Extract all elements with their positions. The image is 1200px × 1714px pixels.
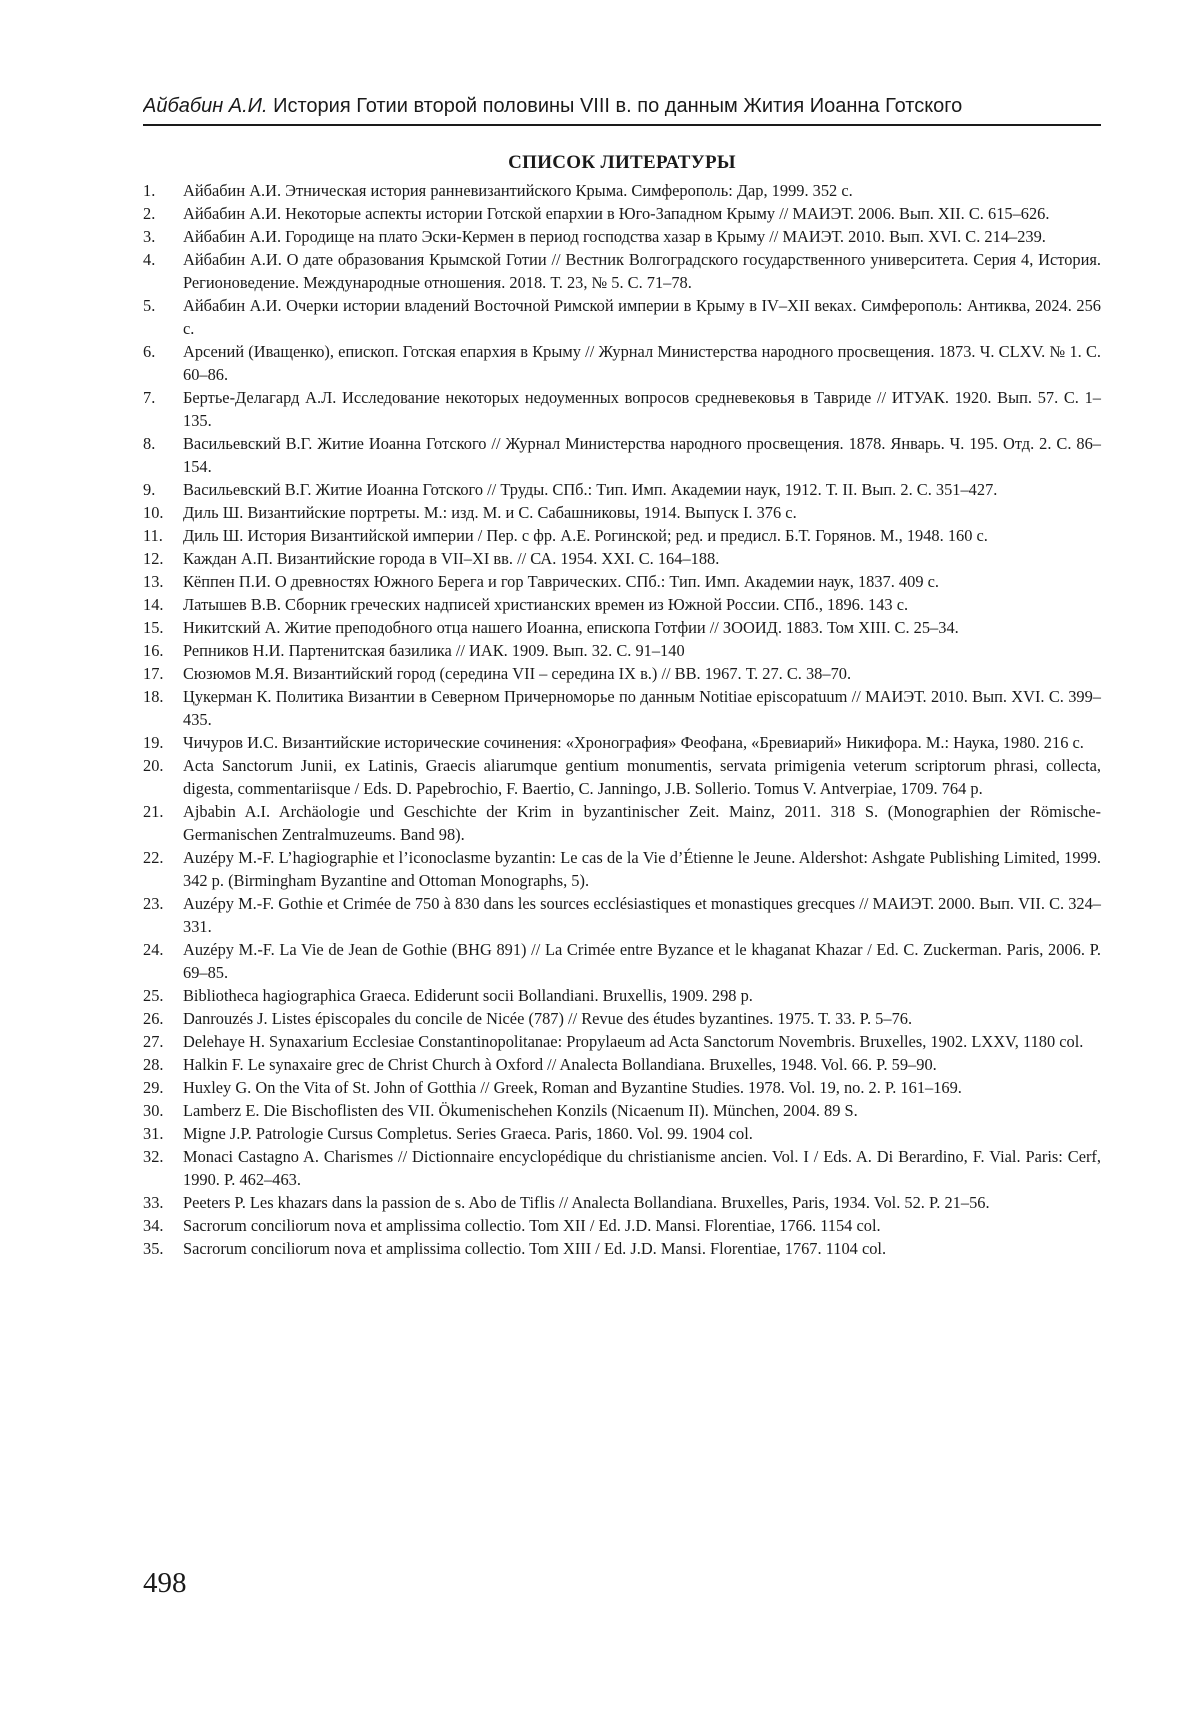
reference-number: 8. — [143, 434, 156, 453]
reference-item — [143, 294, 1101, 340]
reference-text: Migne J.P. Patrologie Cursus Completus. Series Graeca. Paris, 1860. Vol. 99. 1904 col. — [183, 1124, 753, 1143]
reference-item — [143, 248, 1101, 294]
reference-number: 18. — [143, 687, 164, 706]
reference-number: 4. — [143, 250, 156, 269]
reference-text: Васильевский В.Г. Житие Иоанна Готского // Журнал Министерства народного просвещения. 1878. Январь. Ч. 195. Отд. 2. С. 86–154. — [183, 434, 1101, 476]
reference-item — [143, 1007, 1101, 1030]
reference-item — [143, 1122, 1101, 1145]
reference-text: Арсений (Иващенко), епископ. Готская епархия в Крыму // Журнал Министерства народного просвещения. 1873. Ч. CLXV. № 1. С. 60–86. — [183, 342, 1101, 384]
reference-text: Цукерман К. Политика Византии в Северном Причерноморье по данным Notitiae episcopatuum // МАИЭТ. 2010. Вып. XVI. С. 399–435. — [183, 687, 1101, 729]
reference-text: Латышев В.В. Сборник греческих надписей христианских времен из Южной России. СПб., 1896. 143 с. — [183, 595, 909, 614]
reference-text: Айбабин А.И. Некоторые аспекты истории Готской епархии в Юго-Западном Крыму // МАИЭТ. 2006. Вып. XII. С. 615–626. — [183, 204, 1050, 223]
reference-text: Halkin F. Le synaxaire grec de Christ Church à Oxford // Analecta Bollandiana. Bruxelles, 1948. Vol. 66. P. 59–90. — [183, 1055, 937, 1074]
reference-number: 30. — [143, 1101, 164, 1120]
reference-text: Auzépy M.-F. La Vie de Jean de Gothie (BHG 891) // La Crimée entre Byzance et le khaganat Khazar / Ed. C. Zuckerman. Paris, 2006. P. 69–85. — [183, 940, 1101, 982]
reference-text: Репников Н.И. Партенитская базилика // ИАК. 1909. Вып. 32. С. 91–140 — [183, 641, 685, 660]
reference-text: Peeters P. Les khazars dans la passion de s. Abo de Tiflis // Analecta Bollandiana. Bruxelles, Paris, 1934. Vol. 52. P. 21–56. — [183, 1193, 990, 1212]
reference-item — [143, 639, 1101, 662]
reference-number: 33. — [143, 1193, 164, 1212]
reference-text: Айбабин А.И. Городище на плато Эски-Кермен в период господства хазар в Крыму // МАИЭТ. 2010. Вып. XVI. С. 214–239. — [183, 227, 1046, 246]
reference-text: Никитский А. Житие преподобного отца нашего Иоанна, епископа Готфии // ЗООИД. 1883. Том XIII. С. 25–34. — [183, 618, 959, 637]
reference-text: Кёппен П.И. О древностях Южного Берега и гор Таврических. СПб.: Тип. Имп. Академии наук, 1837. 409 с. — [183, 572, 939, 591]
page-body — [143, 92, 1101, 1260]
reference-text: Sacrorum conciliorum nova et amplissima collectio. Tom XIII / Ed. J.D. Mansi. Florentiae, 1767. 1104 col. — [183, 1239, 887, 1258]
reference-number: 22. — [143, 848, 164, 867]
reference-item — [143, 1076, 1101, 1099]
reference-item — [143, 1030, 1101, 1053]
reference-item — [143, 340, 1101, 386]
reference-text: Айбабин А.И. Этническая история ранневизантийского Крыма. Симферополь: Дар, 1999. 352 с. — [183, 181, 853, 200]
reference-item — [143, 800, 1101, 846]
reference-number: 10. — [143, 503, 164, 522]
reference-item — [143, 179, 1101, 202]
reference-number: 17. — [143, 664, 164, 683]
reference-number: 16. — [143, 641, 164, 660]
reference-item — [143, 892, 1101, 938]
reference-text: Айбабин А.И. О дате образования Крымской Готии // Вестник Волгоградского государственного университета. Серия 4, История. Регионоведение. Международные отношения. 2018. Т. 23, № 5. С. 71–78. — [183, 250, 1101, 292]
reference-item — [143, 593, 1101, 616]
reference-number: 12. — [143, 549, 164, 568]
header-title: История Готии второй половины VIII в. по данным Жития Иоанна Готского — [273, 95, 963, 117]
reference-item — [143, 846, 1101, 892]
reference-text: Диль Ш. Византийские портреты. М.: изд. М. и С. Сабашниковы, 1914. Выпуск I. 376 с. — [183, 503, 797, 522]
reference-text: Bibliotheca hagiographica Graeca. Ediderunt socii Bollandiani. Bruxellis, 1909. 298 p. — [183, 986, 753, 1005]
reference-item — [143, 984, 1101, 1007]
reference-item — [143, 1191, 1101, 1214]
reference-text: Acta Sanctorum Junii, ex Latinis, Graecis aliarumque gentium monumentis, servata primigenia veterum scriptorum phrasi, collecta, digesta, commentariisque / Eds. D. Papebrochio, F. Baertio, C. Janningo, J.B. Sollerio. Tomus V. Antverpiae, 1709. 764 p. — [183, 756, 1101, 798]
reference-number: 14. — [143, 595, 164, 614]
reference-item — [143, 685, 1101, 731]
reference-number: 25. — [143, 986, 164, 1005]
reference-item — [143, 938, 1101, 984]
reference-item — [143, 1237, 1101, 1260]
reference-number: 2. — [143, 204, 156, 223]
reference-item — [143, 570, 1101, 593]
reference-number: 27. — [143, 1032, 164, 1051]
reference-text: Каждан А.П. Византийские города в VII–XI вв. // СА. 1954. XXI. С. 164–188. — [183, 549, 720, 568]
reference-item — [143, 1053, 1101, 1076]
reference-text: Auzépy M.-F. L’hagiographie et l’iconoclasme byzantin: Le cas de la Vie d’Étienne le Jeune. Aldershot: Ashgate Publishing Limited, 1999. 342 p. (Birmingham Byzantine and Ottoman Monographs, 5). — [183, 848, 1101, 890]
reference-item — [143, 478, 1101, 501]
section-title: СПИСОК ЛИТЕРАТУРЫ — [508, 152, 736, 173]
reference-number: 6. — [143, 342, 156, 361]
reference-item — [143, 225, 1101, 248]
reference-item — [143, 501, 1101, 524]
reference-list — [143, 179, 1101, 1260]
reference-text: Danrouzés J. Listes épiscopales du concile de Nicée (787) // Revue des études byzantines. 1975. T. 33. P. 5–76. — [183, 1009, 913, 1028]
reference-number: 21. — [143, 802, 164, 821]
reference-item — [143, 616, 1101, 639]
reference-number: 34. — [143, 1216, 164, 1235]
reference-number: 11. — [143, 526, 163, 545]
reference-number: 24. — [143, 940, 164, 959]
reference-number: 3. — [143, 227, 156, 246]
reference-text: Бертье-Делагард А.Л. Исследование некоторых недоуменных вопросов средневековья в Тавриде // ИТУАК. 1920. Вып. 57. С. 1–135. — [183, 388, 1101, 430]
reference-item — [143, 731, 1101, 754]
reference-number: 23. — [143, 894, 164, 913]
reference-number: 29. — [143, 1078, 164, 1097]
reference-item — [143, 1145, 1101, 1191]
reference-number: 31. — [143, 1124, 164, 1143]
reference-number: 15. — [143, 618, 164, 637]
reference-number: 19. — [143, 733, 164, 752]
reference-item — [143, 432, 1101, 478]
reference-item — [143, 547, 1101, 570]
reference-number: 20. — [143, 756, 164, 775]
reference-text: Диль Ш. История Византийской империи / Пер. с фр. А.Е. Рогинской; ред. и предисл. Б.Т. Горянов. М., 1948. 160 с. — [183, 526, 988, 545]
page-number: 498 — [143, 1567, 187, 1599]
reference-text: Lamberz E. Die Bischoflisten des VII. Ökumenischehen Konzils (Nicaenum II). München, 2004. 89 S. — [183, 1101, 858, 1120]
header-author: Айбабин А.И. — [143, 95, 268, 117]
reference-text: Васильевский В.Г. Житие Иоанна Готского // Труды. СПб.: Тип. Имп. Академии наук, 1912. Т. II. Вып. 2. С. 351–427. — [183, 480, 998, 499]
reference-text: Чичуров И.С. Византийские исторические сочинения: «Хронография» Феофана, «Бревиарий» Никифора. М.: Наука, 1980. 216 с. — [183, 733, 1084, 752]
reference-text: Monaci Castagno A. Charismes // Dictionnaire encyclopédique du christianisme ancien. Vol. I / Eds. A. Di Berardino, F. Vial. Paris: Cerf, 1990. P. 462–463. — [183, 1147, 1101, 1189]
reference-number: 9. — [143, 480, 156, 499]
reference-text: Delehaye H. Synaxarium Ecclesiae Constantinopolitanae: Propylaeum ad Acta Sanctorum Novembris. Bruxelles, 1902. LXXV, 1180 col. — [183, 1032, 1084, 1051]
reference-item — [143, 524, 1101, 547]
reference-text: Sacrorum conciliorum nova et amplissima collectio. Tom XII / Ed. J.D. Mansi. Florentiae, 1766. 1154 col. — [183, 1216, 881, 1235]
reference-number: 32. — [143, 1147, 164, 1166]
reference-number: 35. — [143, 1239, 164, 1258]
reference-text: Сюзюмов М.Я. Византийский город (середина VII – середина IX в.) // ВВ. 1967. Т. 27. С. 38–70. — [183, 664, 852, 683]
reference-text: Huxley G. On the Vita of St. John of Gotthia // Greek, Roman and Byzantine Studies. 1978. Vol. 19, no. 2. P. 161–169. — [183, 1078, 962, 1097]
reference-item — [143, 662, 1101, 685]
reference-item — [143, 1099, 1101, 1122]
reference-item — [143, 754, 1101, 800]
reference-number: 28. — [143, 1055, 164, 1074]
reference-number: 26. — [143, 1009, 164, 1028]
reference-item — [143, 202, 1101, 225]
reference-text: Auzépy M.-F. Gothie et Crimée de 750 à 830 dans les sources ecclésiastiques et monastiques grecques // МАИЭТ. 2000. Вып. VII. С. 324–331. — [183, 894, 1101, 936]
reference-number: 13. — [143, 572, 164, 591]
reference-item — [143, 1214, 1101, 1237]
reference-number: 7. — [143, 388, 156, 407]
reference-number: 5. — [143, 296, 156, 315]
running-header — [143, 92, 1101, 126]
reference-item — [143, 386, 1101, 432]
reference-number: 1. — [143, 181, 156, 200]
reference-text: Айбабин А.И. Очерки истории владений Восточной Римской империи в Крыму в IV–XII веках. Симферополь: Антиква, 2024. 256 с. — [183, 296, 1101, 338]
reference-text: Ajbabin A.I. Archäologie und Geschichte der Krim in byzantinischer Zeit. Mainz, 2011. 318 S. (Monographien der Römische-Germanischen Zentralmuzeums. Band 98). — [183, 802, 1101, 844]
